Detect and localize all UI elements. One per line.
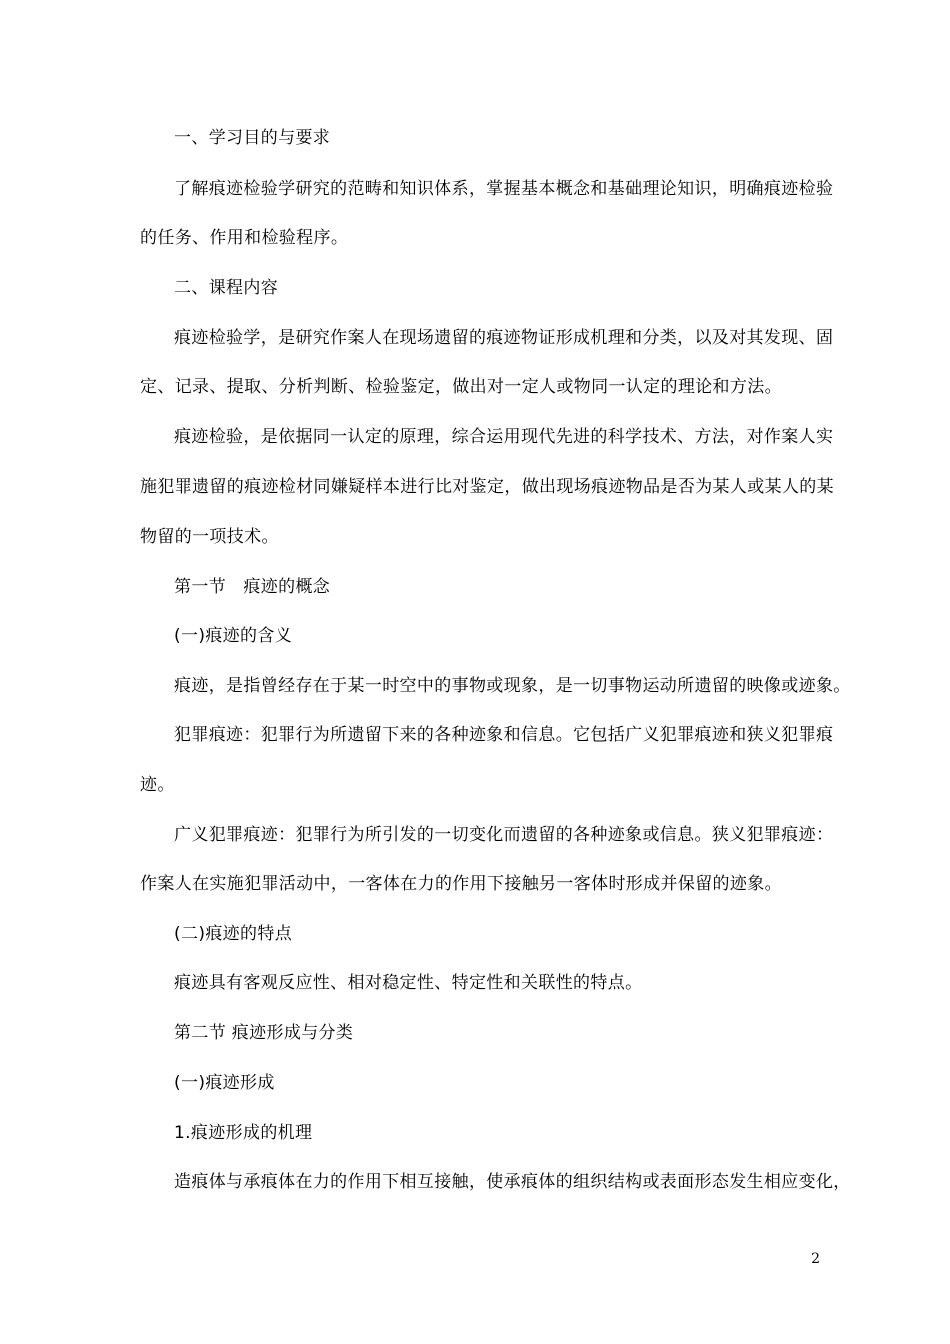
section-heading-first: 第一节 痕迹的概念 bbox=[174, 577, 331, 597]
subheading-meaning: (一)痕迹的含义 bbox=[174, 626, 293, 646]
section-heading-second: 第二节 痕迹形成与分类 bbox=[174, 1023, 354, 1043]
paragraph-line: 痕迹检验学，是研究作案人在现场遗留的痕迹物证形成机理和分类，以及对其发现、固 bbox=[174, 328, 834, 348]
subheading-formation: (一)痕迹形成 bbox=[174, 1073, 275, 1093]
paragraph-line: 了解痕迹检验学研究的范畴和知识体系，掌握基本概念和基础理论知识，明确痕迹检验 bbox=[174, 179, 834, 199]
section-heading-objectives: 一、学习目的与要求 bbox=[174, 128, 331, 148]
subheading-mechanism: 1.痕迹形成的机理 bbox=[174, 1123, 313, 1143]
paragraph-line: 犯罪痕迹：犯罪行为所遗留下来的各种迹象和信息。它包括广义犯罪痕迹和狭义犯罪痕 bbox=[174, 725, 834, 745]
paragraph-line: 迹。 bbox=[140, 775, 175, 795]
paragraph-line: 的任务、作用和检验程序。 bbox=[140, 228, 349, 248]
paragraph-line: 物留的一项技术。 bbox=[140, 527, 279, 547]
section-heading-content: 二、课程内容 bbox=[174, 278, 279, 298]
paragraph-line: 广义犯罪痕迹：犯罪行为所引发的一切变化而遗留的各种迹象或信息。狭义犯罪痕迹： bbox=[174, 825, 834, 845]
paragraph-line: 痕迹检验，是依据同一认定的原理，综合运用现代先进的科学技术、方法，对作案人实 bbox=[174, 427, 834, 447]
paragraph-line: 作案人在实施犯罪活动中，一客体在力的作用下接触另一客体时形成并保留的迹象。 bbox=[140, 874, 782, 894]
paragraph-line: 痕迹，是指曾经存在于某一时空中的事物或现象，是一切事物运动所遗留的映像或迹象。 bbox=[174, 676, 851, 696]
subheading-characteristics: (二)痕迹的特点 bbox=[174, 924, 293, 944]
page-number: 2 bbox=[811, 1251, 820, 1267]
paragraph-line: 定、记录、提取、分析判断、检验鉴定，做出对一定人或物同一认定的理论和方法。 bbox=[140, 377, 782, 397]
paragraph-line: 痕迹具有客观反应性、相对稳定性、特定性和关联性的特点。 bbox=[174, 973, 643, 993]
paragraph-line: 施犯罪遗留的痕迹检材同嫌疑样本进行比对鉴定，做出现场痕迹物品是否为某人或某人的某 bbox=[140, 477, 834, 497]
paragraph-line: 造痕体与承痕体在力的作用下相互接触，使承痕体的组织结构或表面形态发生相应变化， bbox=[174, 1172, 851, 1192]
